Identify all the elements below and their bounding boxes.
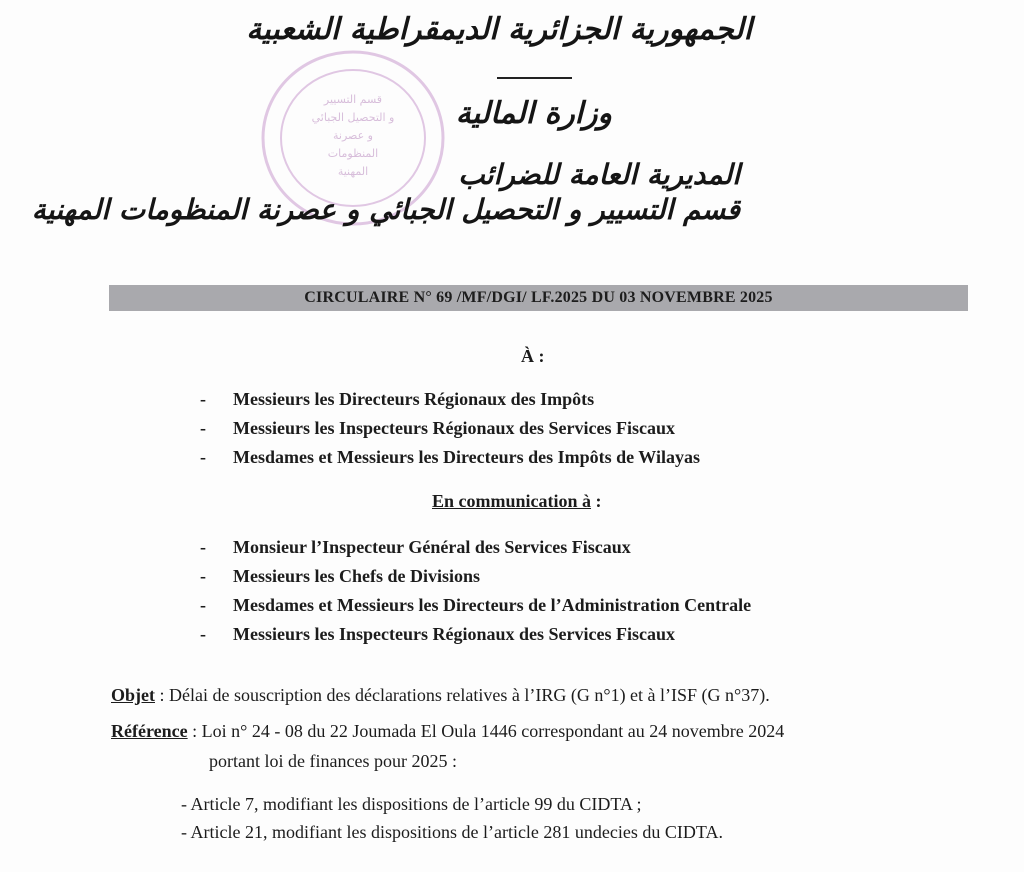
bullet-dash: - bbox=[200, 566, 206, 586]
list-item-text: Mesdames et Messieurs les Directeurs de l’Administration Centrale bbox=[233, 595, 752, 615]
list-item bbox=[200, 385, 700, 414]
list-item-text: Messieurs les Chefs de Divisions bbox=[233, 566, 480, 586]
communication-heading-text: En communication à bbox=[432, 491, 592, 511]
list-item-text: Messieurs les Inspecteurs Régionaux des Services Fiscaux bbox=[233, 418, 675, 438]
bullet-dash: - bbox=[200, 418, 206, 438]
circular-title: CIRCULAIRE N° 69 /MF/DGI/ LF.2025 DU 03 NOVEMBRE 2025 bbox=[304, 289, 773, 306]
bullet-dash: - bbox=[200, 389, 206, 409]
object-line bbox=[111, 685, 770, 706]
list-item bbox=[200, 414, 700, 443]
list-item bbox=[200, 533, 751, 562]
list-item-text: Messieurs les Directeurs Régionaux des Impôts bbox=[233, 389, 595, 409]
object-text: : Délai de souscription des déclarations relatives à l’IRG (G n°1) et à l’ISF (G n°37). bbox=[155, 685, 770, 705]
reference-line bbox=[111, 721, 784, 742]
list-item-text: Messieurs les Inspecteurs Régionaux des Services Fiscaux bbox=[233, 624, 675, 644]
object-label: Objet bbox=[111, 685, 155, 705]
header-ministry: وزارة المالية bbox=[455, 96, 612, 131]
communication-heading bbox=[432, 491, 602, 512]
stamp-line-4: المنظومات bbox=[327, 147, 379, 160]
reference-text: : Loi n° 24 - 08 du 22 Joumada El Oula 1446 correspondant au 24 novembre 2024 bbox=[187, 721, 785, 741]
communication-list bbox=[200, 533, 751, 649]
bullet-dash: - bbox=[200, 447, 206, 467]
circular-title-band bbox=[109, 285, 968, 311]
header-division: قسم التسيير و التحصيل الجبائي و عصرنة المنظومات المهنية bbox=[31, 193, 740, 226]
header-republic: الجمهورية الجزائرية الديمقراطية الشعبية bbox=[246, 12, 752, 47]
bullet-dash: - bbox=[200, 537, 206, 557]
reference-article: - Article 7, modifiant les dispositions de l’article 99 du CIDTA ; bbox=[181, 794, 642, 814]
addressees-list bbox=[200, 385, 700, 472]
header-divider bbox=[497, 77, 572, 79]
list-item-text: Monsieur l’Inspecteur Général des Services Fiscaux bbox=[233, 537, 631, 557]
communication-heading-suffix: : bbox=[591, 491, 602, 511]
list-item bbox=[200, 591, 751, 620]
reference-continuation: portant loi de finances pour 2025 : bbox=[209, 751, 457, 771]
list-item-text: Mesdames et Messieurs les Directeurs des Impôts de Wilayas bbox=[233, 447, 700, 467]
list-item bbox=[200, 620, 751, 649]
bullet-dash: - bbox=[200, 624, 206, 644]
stamp-line-2: و التحصيل الجبائي bbox=[311, 111, 395, 124]
addressees-heading: À : bbox=[521, 346, 545, 366]
reference-article: - Article 21, modifiant les dispositions de l’article 281 undecies du CIDTA. bbox=[181, 822, 723, 842]
stamp-line-1: قسم التسيير bbox=[323, 93, 383, 106]
bullet-dash: - bbox=[200, 595, 206, 615]
stamp-line-3: و عصرنة bbox=[333, 129, 373, 142]
header-directorate-general: المديرية العامة للضرائب bbox=[458, 158, 740, 191]
stamp-line-5: المهنية bbox=[337, 165, 369, 178]
list-item bbox=[200, 562, 751, 591]
list-item bbox=[200, 443, 700, 472]
reference-label: Référence bbox=[111, 721, 188, 741]
